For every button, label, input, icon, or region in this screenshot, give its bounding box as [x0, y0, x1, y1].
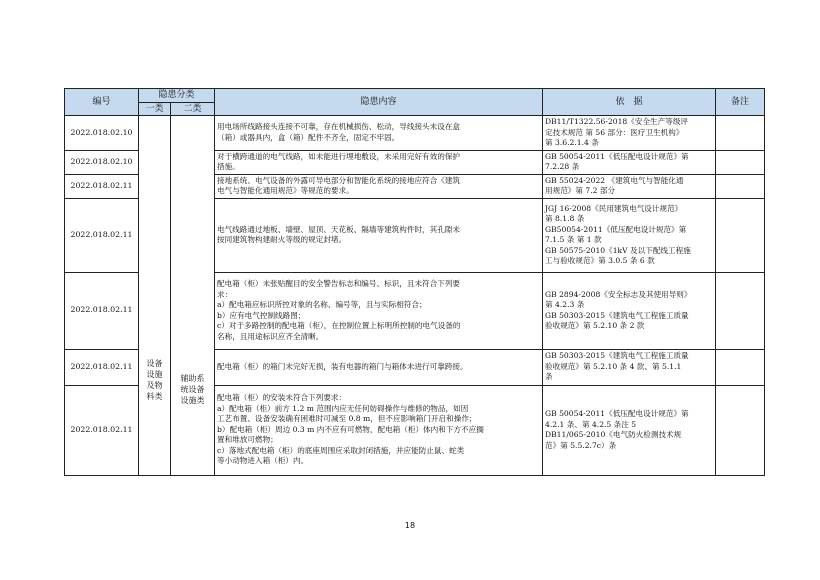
basis-line: DB11/065-2010《电气防火检测技术规 [545, 430, 682, 439]
row-basis [543, 349, 716, 385]
row-remark [716, 349, 765, 385]
content-line: 配电箱（柜）的安装未符合下列要求： [217, 393, 347, 403]
basis-line: 定技术规范 第 56 部分：医疗卫生机构》 [545, 127, 684, 137]
content-line: 对于横跨通道的电气线路，如未能进行埋地敷设，未采用完好有效的保护 [217, 151, 461, 161]
row-content [215, 272, 543, 349]
basis-line: DB11/T1322.56-2018《安全生产等级评 [545, 117, 689, 126]
content-line: 置和堆放可燃物； [217, 435, 278, 445]
content-line: 求： [217, 289, 233, 299]
content-line: 按同建筑物构建耐火等级的规定封堵。 [217, 235, 347, 244]
header-basis: 依 据 [543, 89, 716, 116]
header-category: 隐患分类 [139, 89, 215, 103]
basis-line: 验收规范》第 5.2.10 条 2 款 [545, 321, 645, 330]
row-number: 2022.018.02.11 [65, 349, 139, 385]
content-line: b）配电箱（柜）周边 0.3 m 内不应有可燃物，配电箱（柜）体内和下方不应搁 [217, 424, 484, 434]
header-level2: 二类 [171, 103, 215, 116]
row-content [215, 174, 543, 198]
basis-line: GB 50054-2011《低压配电设计规范》第 [545, 151, 689, 161]
content-line: a）配电箱应标识所控对象的名称、编号等，且与实际相符合； [217, 300, 427, 309]
row-number: 2022.018.02.11 [65, 385, 139, 475]
category-level2-cell [171, 116, 215, 476]
content-line: 名称，且用途标识应齐全清晰。 [217, 331, 324, 341]
basis-line: GB 50303-2015《建筑电气工程施工质量 [545, 351, 689, 361]
category-level1-line: 设施 [146, 370, 163, 380]
header-content: 隐患内容 [215, 89, 543, 116]
content-line: 接地系统、电气设备的外露可导电部分和智能化系统的接地应符合《建筑 [217, 175, 461, 185]
category-level1-line: 设备 [146, 359, 163, 369]
content-line: 等小动物进入箱（柜）内。 [217, 456, 309, 466]
content-line: （箱）或器具内，盒（箱）配件不齐全，固定不牢固。 [217, 132, 400, 142]
row-content [215, 150, 543, 174]
basis-line: GB 2894-2008《安全标志及其使用导则》 [545, 289, 692, 299]
row-content [215, 385, 543, 475]
row-remark [716, 150, 765, 174]
content-line: 配电箱（柜）未张贴醒目的安全警告标志和编号、标识，且未符合下列要 [217, 279, 461, 288]
row-content [215, 116, 543, 151]
basis-line: 第 4.2.3 条 [545, 300, 585, 309]
category-level2-line: 辅助系 [180, 373, 205, 383]
category-level1-line: 及物 [146, 381, 163, 391]
table-row [65, 116, 765, 151]
row-number: 2022.018.02.11 [65, 198, 139, 272]
row-content [215, 198, 543, 272]
category-level2-line: 设施类 [180, 395, 205, 405]
row-number: 2022.018.02.10 [65, 116, 139, 151]
category-level1-line: 料类 [146, 392, 163, 402]
row-basis [543, 272, 716, 349]
basis-line: GB 55024-2022 《建筑电气与智能化通 [545, 175, 684, 185]
row-number: 2022.018.02.10 [65, 150, 139, 174]
basis-line: JGJ 16-2008《民用建筑电气设计规范》 [545, 203, 683, 213]
content-line: 工艺布置、设备安装确有困难时可减至 0.8 m，但不应影响箱门开启和操作； [217, 414, 477, 424]
content-line: b）应有电气控制线路图； [217, 310, 306, 320]
row-remark [716, 385, 765, 475]
hazard-table [64, 88, 765, 476]
row-remark [716, 174, 765, 198]
basis-line: 7.2.28 条 [545, 162, 580, 171]
row-remark [716, 198, 765, 272]
row-content [215, 349, 543, 385]
header-number: 编号 [65, 89, 139, 116]
basis-line: GB 50054-2011《低压配电设计规范》第 [545, 409, 689, 418]
basis-line: GB 50575-2010《1kV 及以下配线工程施 [545, 245, 691, 255]
basis-line: 验收规范》第 5.2.10 条 4 款、第 5.1.1 [545, 361, 682, 371]
header-level1: 一类 [139, 103, 171, 116]
row-remark [716, 116, 765, 151]
category-level2-line: 统设备 [180, 384, 205, 394]
content-line: c）对于多路控制的配电箱（柜），在控制位置上标明所控制的电气设备的 [217, 321, 461, 330]
row-basis [543, 198, 716, 272]
basis-line: 第 3.6.2.1.4 条 [545, 138, 599, 147]
content-line: 措施。 [217, 162, 240, 171]
row-number: 2022.018.02.11 [65, 174, 139, 198]
content-line: 用电场所线路接头连接不可靠，存在机械损伤、松动，导线接头未设在盒 [217, 122, 461, 132]
content-line: 电气线路通过地板、墙壁、屋顶、天花板、隔墙等建筑构件时，其孔隙未 [217, 224, 461, 234]
basis-line: 范》第 5.5.2.7c）条 [545, 440, 617, 450]
basis-line: 条 [545, 372, 553, 382]
content-line: 电气与智能化通用规范》等规范的要求。 [217, 186, 354, 195]
basis-line: 用规范》第 7.2 部分 [545, 186, 616, 195]
category-level1-cell [139, 116, 171, 476]
row-basis [543, 385, 716, 475]
page-number: 18 [404, 521, 416, 530]
header-remark: 备注 [716, 89, 765, 116]
content-line: c）落地式配电箱（柜）的底座周围应采取封闭措施，并应能防止鼠、蛇类 [217, 445, 465, 455]
basis-line: 4.2.1 条、第 4.2.5 条注 5 [545, 419, 637, 429]
content-line: a）配电箱（柜）前方 1.2 m 范围内应无任何妨碍操作与维修的物品，如因 [217, 403, 469, 413]
basis-line: 第 8.1.8 条 [545, 214, 585, 223]
basis-line: 7.1.5 条 第 1 款 [545, 235, 602, 244]
row-basis [543, 116, 716, 151]
row-basis [543, 174, 716, 198]
content-line: 配电箱（柜）的箱门未完好无损，装有电器的箱门与箱体未进行可靠跨接。 [217, 361, 468, 371]
row-basis [543, 150, 716, 174]
basis-line: 工与验收规范》第 3.0.5 条 6 款 [545, 256, 655, 265]
basis-line: GB50054-2011《低压配电设计规范》第 [545, 224, 687, 234]
basis-line: GB 50303-2015《建筑电气工程施工质量 [545, 310, 689, 320]
row-remark [716, 272, 765, 349]
row-number: 2022.018.02.11 [65, 272, 139, 349]
